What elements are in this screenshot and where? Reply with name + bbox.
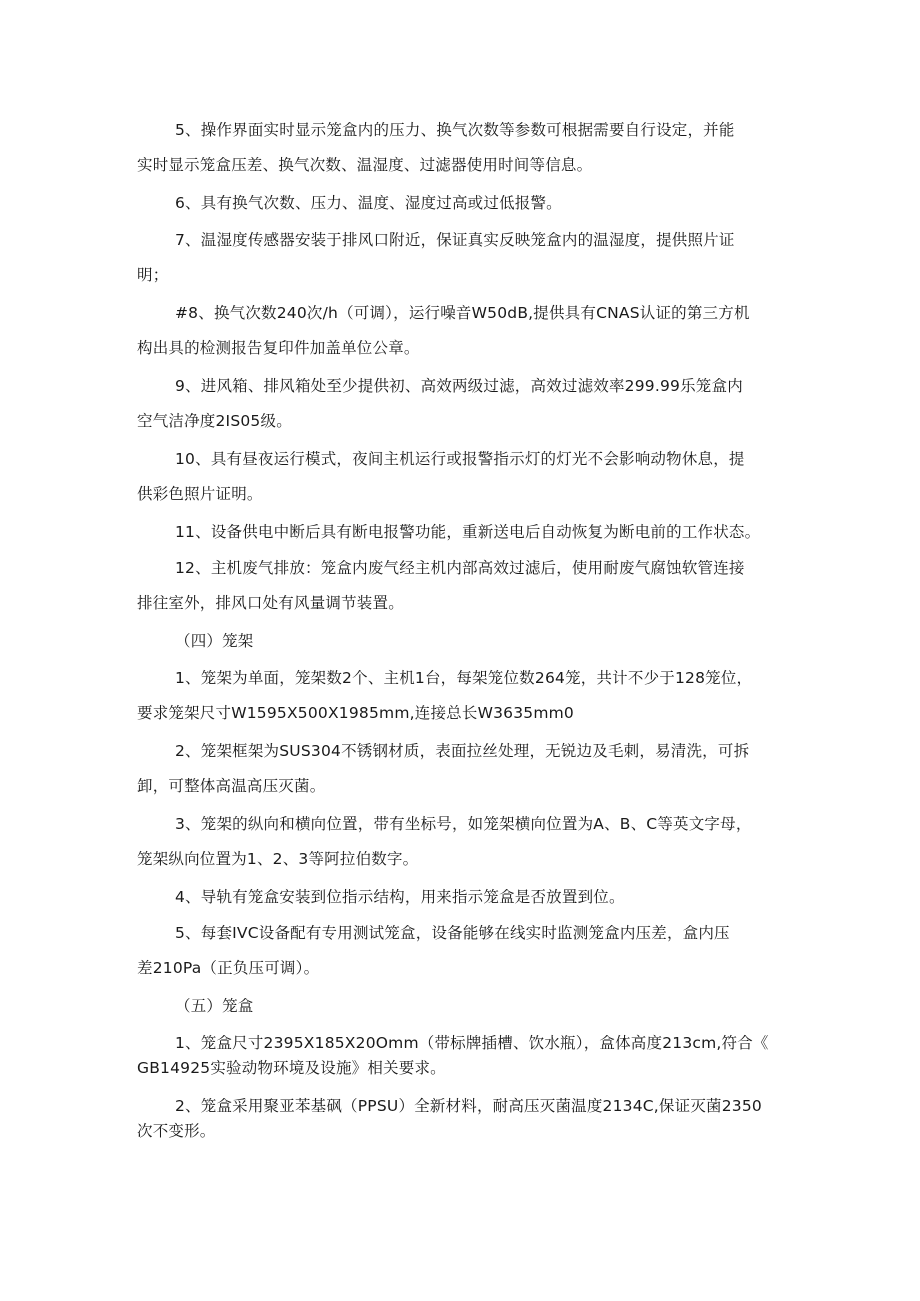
text-line: 7、温湿度传感器安装于排风口附近，保证真实反映笼盒内的温湿度，提供照片证: [175, 231, 735, 249]
text-line: 笼架纵向位置为1、2、3等阿拉伯数字。: [137, 850, 419, 868]
text-line: 6、具有换气次数、压力、温度、湿度过高或过低报警。: [175, 194, 562, 212]
text-line: 实时显示笼盒压差、换气次数、温湿度、过滤器使用时间等信息。: [137, 156, 593, 174]
text-line: GB14925实验动物环境及设施》相关要求。: [137, 1059, 446, 1077]
text-line: 明；: [137, 266, 169, 284]
text-line: 供彩色照片证明。: [137, 485, 263, 503]
text-line: 构出具的检测报告复印件加盖单位公章。: [137, 339, 420, 357]
text-line: 2、笼架框架为SUS304不锈钢材质，表面拉丝处理，无锐边及毛刺，易清洗，可拆: [175, 742, 750, 760]
text-line: 排往室外，排风口处有风量调节装置。: [137, 594, 404, 612]
text-line: #8、换气次数240次/h（可调），运行噪音W50dB,提供具有CNAS认证的第三方机: [175, 304, 750, 322]
text-line: 卸，可整体高温高压灭菌。: [137, 777, 326, 795]
section-heading: （五）笼盒: [175, 997, 254, 1015]
text-line: 差210Pa（正负压可调）。: [137, 959, 320, 977]
text-line: 11、设备供电中断后具有断电报警功能，重新送电后自动恢复为断电前的工作状态。: [175, 523, 761, 541]
text-line: 1、笼架为单面，笼架数2个、主机1台，每架笼位数264笼，共计不少于128笼位，: [175, 669, 753, 687]
text-line: 12、主机废气排放：笼盒内废气经主机内部高效过滤后，使用耐废气腐蚀软管连接: [175, 559, 745, 577]
text-line: 5、每套IVC设备配有专用测试笼盒，设备能够在线实时监测笼盒内压差，盒内压: [175, 924, 730, 942]
text-line: 次不变形。: [137, 1122, 216, 1140]
text-line: 9、进风箱、排风箱处至少提供初、高效两级过滤，高效过滤效率299.99乐笼盒内: [175, 377, 743, 395]
text-line: 5、操作界面实时显示笼盒内的压力、换气次数等参数可根据需要自行设定，并能: [175, 121, 735, 139]
text-line: 10、具有昼夜运行模式，夜间主机运行或报警指示灯的灯光不会影响动物休息，提: [175, 450, 745, 468]
text-line: 2、笼盒采用聚亚苯基砜（PPSU）全新材料，耐高压灭菌温度2134C,保证灭菌2350: [175, 1097, 762, 1115]
text-line: 3、笼架的纵向和横向位置，带有坐标号，如笼架横向位置为A、B、C等英文字母，: [175, 815, 752, 833]
section-heading: （四）笼架: [175, 632, 254, 650]
text-line: 要求笼架尺寸W1595X500X1985mm,连接总长W3635mm0: [137, 704, 574, 722]
text-line: 空气洁净度2IS05级。: [137, 412, 292, 430]
text-line: 1、笼盒尺寸2395X185X20Omm（带标牌插槽、饮水瓶），盒体高度213cm,符合《: [175, 1034, 769, 1052]
text-line: 4、导轨有笼盒安装到位指示结构，用来指示笼盒是否放置到位。: [175, 888, 625, 906]
